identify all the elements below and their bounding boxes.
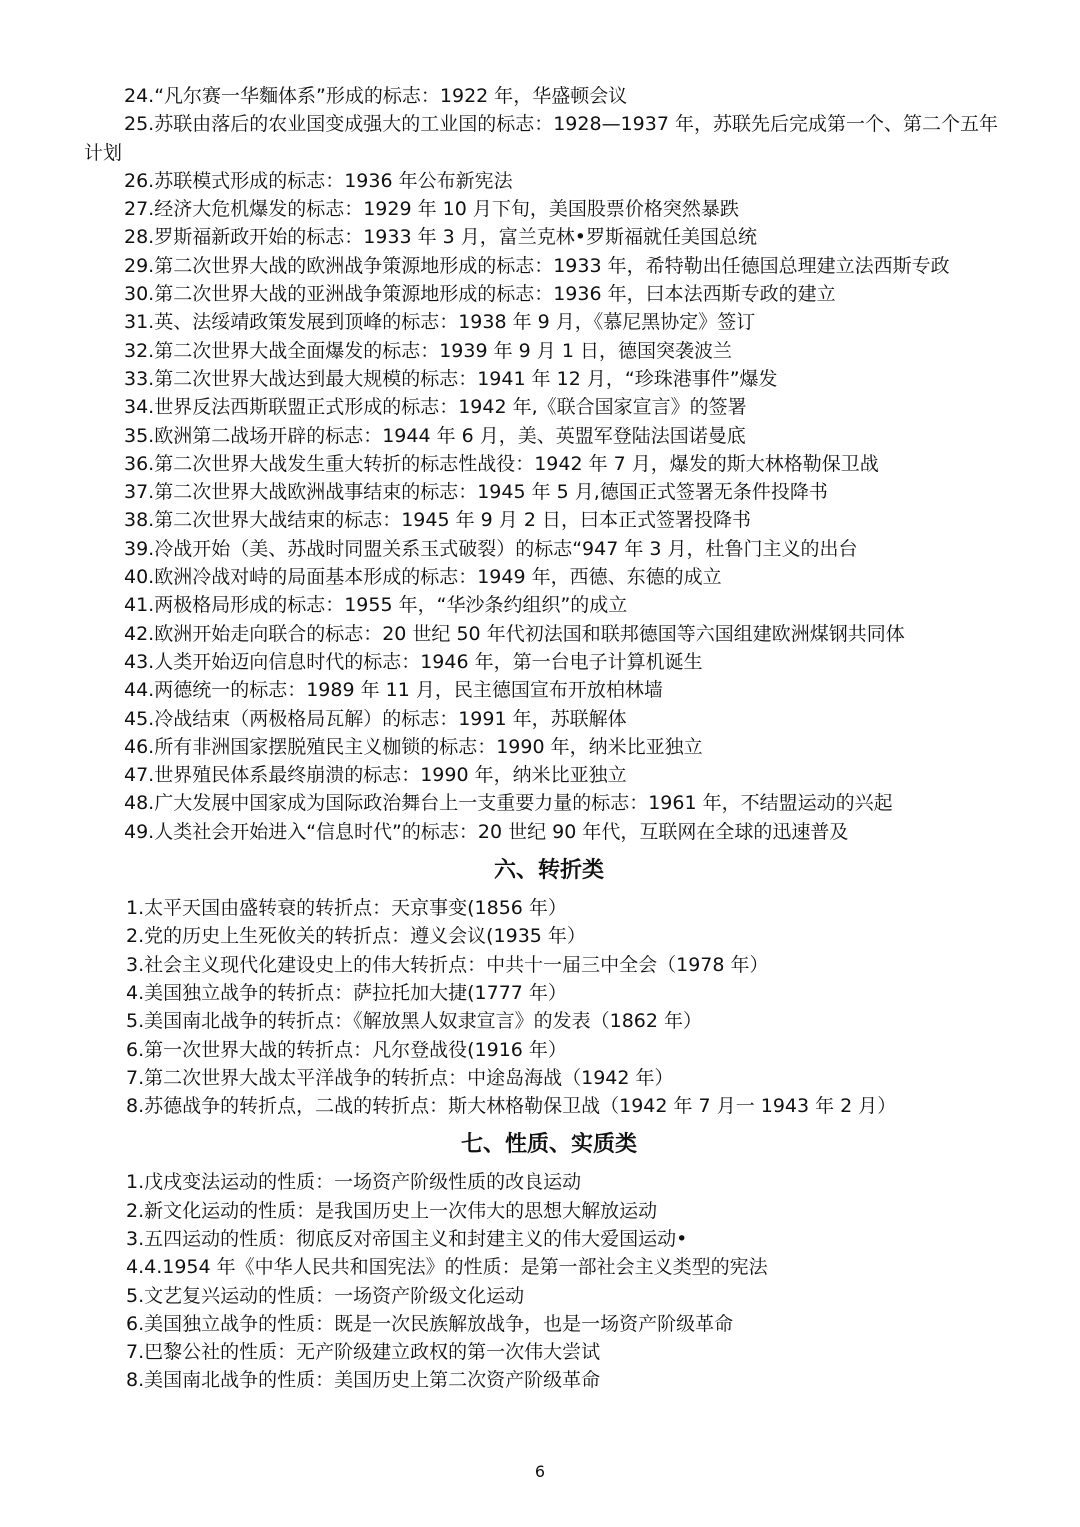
list-item: 3.社会主义现代化建设史上的伟大转折点：中共十一届三中全会（1978 年） bbox=[126, 953, 769, 976]
page-number: 6 bbox=[534, 1462, 546, 1481]
list-item: 27.经济大危机爆发的标志：1929 年 10 月下旬，美国股票价格突然暴跌 bbox=[124, 198, 739, 221]
list-item: 1.太平天国由盛转衰的转折点：天京事变(1856 年） bbox=[126, 897, 567, 920]
list-item: 25.苏联由落后的农业国变成强大的工业国的标志：1928—1937 年，苏联先后完成第一个、第二个五年计划 bbox=[84, 113, 998, 164]
turning-points-list bbox=[84, 894, 1014, 1120]
list-item: 40.欧洲冷战对峙的局面基本形成的标志：1949 年，西德、东德的成立 bbox=[124, 566, 722, 589]
section-heading-nature: 七、性质、实质类 bbox=[460, 1132, 637, 1158]
list-item: 26.苏联模式形成的标志：1936 年公布新宪法 bbox=[124, 169, 513, 192]
symbol-list bbox=[84, 82, 1014, 846]
page-content bbox=[84, 82, 1014, 1395]
list-item: 45.冷战结束（两极格局瓦解）的标志：1991 年，苏联解体 bbox=[124, 707, 627, 730]
list-item: 24.“凡尔赛一华麵体系”形成的标志：1922 年，华盛顿会议 bbox=[124, 85, 628, 107]
list-item: 6.第一次世界大战的转折点：凡尔登战役(1916 年） bbox=[126, 1038, 567, 1061]
list-item: 5.美国南北战争的转折点：《解放黑人奴隶宣言》的发表（1862 年） bbox=[126, 1010, 703, 1033]
list-item: 31.英、法绥靖政策发展到顶峰的标志：1938 年 9 月，《慕尼黑协定》签订 bbox=[124, 311, 756, 334]
section-heading-turning-points: 六、转折类 bbox=[493, 858, 604, 884]
list-item: 3.五四运动的性质：彻底反对帝国主义和封建主义的伟大爱国运动• bbox=[126, 1227, 688, 1250]
list-item: 7.第二次世界大战太平洋战争的转折点：中途岛海战（1942 年） bbox=[126, 1066, 674, 1089]
list-item: 8.美国南北战争的性质：美国历史上第二次资产阶级革命 bbox=[126, 1369, 601, 1392]
list-item: 42.欧洲开始走向联合的标志：20 世纪 50 年代初法国和联邦德国等六国组建欧洲煤钢共同体 bbox=[124, 622, 905, 645]
list-item: 46.所有非洲国家摆脱殖民主义枷锁的标志：1990 年，纳米比亚独立 bbox=[124, 735, 703, 758]
list-item: 28.罗斯福新政开始的标志：1933 年 3 月，富兰克林•罗斯福就任美国总统 bbox=[124, 226, 757, 249]
list-item: 34.世界反法西斯联盟正式形成的标志：1942 年,《联合国家宣言》的签署 bbox=[124, 396, 747, 419]
list-item: 48.广大发展中国家成为国际政治舞台上一支重要力量的标志：1961 年，不结盟运动的兴起 bbox=[124, 792, 893, 815]
list-item: 2.党的历史上生死攸关的转折点：遵义会议(1935 年） bbox=[126, 925, 586, 948]
list-item: 1.戊戌变法运动的性质：一场资产阶级性质的改良运动 bbox=[126, 1171, 582, 1194]
list-item: 32.第二次世界大战全面爆发的标志：1939 年 9 月 1 日，德国突袭波兰 bbox=[124, 339, 732, 362]
list-item: 4.4.1954 年《中华人民共和国宪法》的性质：是第一部社会主义类型的宪法 bbox=[126, 1256, 768, 1279]
list-item: 33.第二次世界大战达到最大规模的标志：1941 年 12 月，“珍珠港事件”爆发 bbox=[124, 367, 778, 390]
list-item: 6.美国独立战争的性质：既是一次民族解放战争，也是一场资产阶级革命 bbox=[126, 1312, 734, 1335]
list-item: 39.冷战开始（美、苏战时同盟关系玉式破裂）的标志“947 年 3 月，杜鲁门主义的出台 bbox=[124, 537, 858, 560]
list-item: 4.美国独立战争的转折点：萨拉托加大捷(1777 年） bbox=[126, 981, 567, 1004]
list-item: 8.苏德战争的转折点，二战的转折点：斯大林格勒保卫战（1942 年 7 月一 1943 年 2 月） bbox=[126, 1095, 897, 1118]
list-item: 43.人类开始迈向信息时代的标志：1946 年，第一台电子计算机诞生 bbox=[124, 650, 703, 673]
list-item: 38.第二次世界大战结束的标志：1945 年 9 月 2 日，曰本正式签署投降书 bbox=[124, 509, 751, 532]
list-item: 37.第二次世界大战欧洲战事结束的标志：1945 年 5 月,德国正式签署无条件投降书 bbox=[124, 481, 828, 504]
list-item: 47.世界殖民体系最终崩溃的标志：1990 年，纳米比亚独立 bbox=[124, 764, 627, 787]
list-item: 36.第二次世界大战发生重大转折的标志性战役：1942 年 7 月，爆发的斯大林格勒保卫战 bbox=[124, 452, 879, 475]
list-item: 49.人类社会开始进入“信息时代”的标志：20 世纪 90 年代，互联网在全球的迅速普及 bbox=[124, 820, 849, 843]
list-item: 44.两德统一的标志：1989 年 11 月，民主德国宣布开放柏林墙 bbox=[124, 679, 663, 702]
list-item: 2.新文化运动的性质：是我国历史上一次伟大的思想大解放运动 bbox=[126, 1199, 658, 1222]
list-item: 29.第二次世界大战的欧洲战争策源地形成的标志：1933 年，希特勒出任德国总理建立法西斯专政 bbox=[124, 254, 950, 277]
list-item: 5.文艺复兴运动的性质：一场资产阶级文化运动 bbox=[126, 1284, 525, 1307]
list-item: 7.巴黎公社的性质：无产阶级建立政权的第一次伟大尝试 bbox=[126, 1341, 601, 1364]
list-item: 41.两极格局形成的标志：1955 年，“华沙条约组织”的成立 bbox=[124, 594, 628, 617]
list-item: 30.第二次世界大战的亚洲战争策源地形成的标志：1936 年，曰本法西斯专政的建立 bbox=[124, 283, 836, 306]
list-item: 35.欧洲第二战场开辟的标志：1944 年 6 月，美、英盟军登陆法国诺曼底 bbox=[124, 424, 746, 447]
nature-list bbox=[84, 1168, 1014, 1394]
